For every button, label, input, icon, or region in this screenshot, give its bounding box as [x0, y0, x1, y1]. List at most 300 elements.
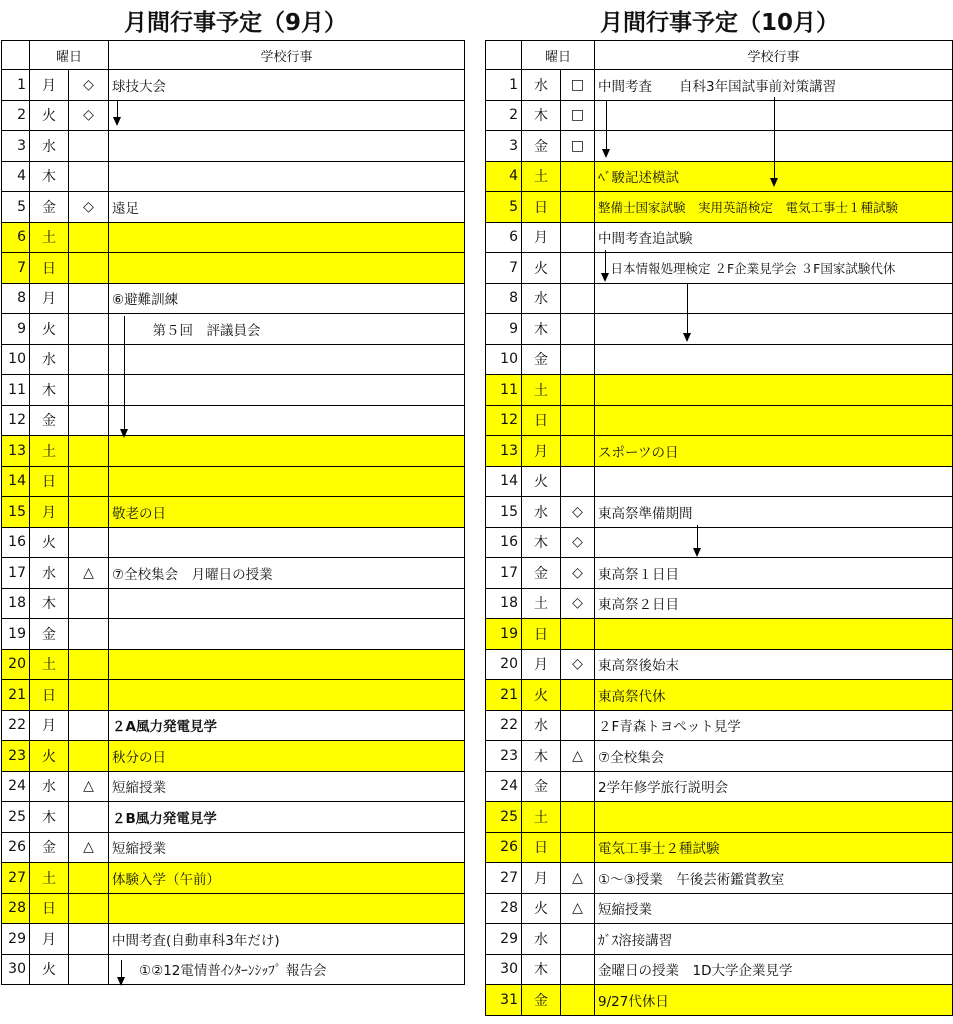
weekday: 木	[30, 802, 69, 833]
event-mark	[561, 802, 595, 833]
weekday: 木	[30, 375, 69, 406]
continuation-arrow	[606, 100, 607, 156]
table-row	[486, 527, 953, 558]
day-number: 30	[2, 954, 30, 985]
weekday: 金	[522, 131, 561, 162]
event-mark	[561, 710, 595, 741]
event-text	[109, 253, 465, 284]
weekday: 火	[522, 680, 561, 711]
weekday: 火	[30, 954, 69, 985]
day-number: 28	[2, 893, 30, 924]
event-mark	[561, 985, 595, 1016]
weekday: 日	[30, 253, 69, 284]
table-row	[2, 680, 465, 711]
table-row	[2, 100, 465, 131]
table-row	[2, 192, 465, 223]
event-mark	[69, 222, 109, 253]
day-number: 21	[2, 680, 30, 711]
day-number: 21	[486, 680, 522, 711]
day-number: 4	[486, 161, 522, 192]
event-text: 秋分の日	[109, 741, 465, 772]
day-number: 20	[486, 649, 522, 680]
event-text: 体験入学（午前）	[109, 863, 465, 894]
table-row	[486, 588, 953, 619]
table-row	[2, 832, 465, 863]
event-text	[109, 588, 465, 619]
day-number: 3	[2, 131, 30, 162]
event-text	[109, 619, 465, 650]
table-row	[2, 527, 465, 558]
day-number: 24	[486, 771, 522, 802]
event-text	[595, 405, 953, 436]
day-number: 1	[486, 70, 522, 101]
day-number: 17	[486, 558, 522, 589]
table-row	[486, 497, 953, 528]
weekday: 日	[522, 192, 561, 223]
event-text	[109, 344, 465, 375]
event-mark	[69, 131, 109, 162]
event-text	[109, 436, 465, 467]
event-mark: ◇	[69, 192, 109, 223]
event-mark: △	[561, 863, 595, 894]
day-number: 9	[486, 314, 522, 345]
weekday: 木	[522, 954, 561, 985]
table-row	[486, 314, 953, 345]
weekday: 水	[522, 283, 561, 314]
weekday: 木	[522, 741, 561, 772]
event-mark: ◇	[69, 100, 109, 131]
continuation-arrow	[117, 100, 118, 124]
event-text	[109, 131, 465, 162]
event-mark	[69, 954, 109, 985]
weekday: 日	[30, 893, 69, 924]
day-number: 17	[2, 558, 30, 589]
table-row	[2, 466, 465, 497]
day-number: 13	[486, 436, 522, 467]
event-text: 電気工事士２種試験	[595, 832, 953, 863]
event-text: ⑥避難訓練	[109, 283, 465, 314]
header-day	[486, 41, 522, 70]
october-title: 月間行事予定（10月）	[600, 10, 840, 36]
weekday: 月	[30, 70, 69, 101]
september-title: 月間行事予定（9月）	[124, 10, 348, 36]
event-text: 東高祭準備期間	[595, 497, 953, 528]
weekday: 月	[522, 649, 561, 680]
day-number: 8	[486, 283, 522, 314]
event-text: ⑦全校集会 月曜日の授業	[109, 558, 465, 589]
day-number: 14	[2, 466, 30, 497]
day-number: 16	[486, 527, 522, 558]
event-text: 中間考査追試験	[595, 222, 953, 253]
event-text	[595, 466, 953, 497]
table-header-row	[486, 41, 953, 70]
continuation-arrow	[605, 250, 606, 280]
event-mark: △	[561, 741, 595, 772]
event-mark	[69, 893, 109, 924]
event-mark: ◇	[561, 558, 595, 589]
event-text	[109, 161, 465, 192]
event-text	[595, 283, 953, 314]
event-text	[109, 893, 465, 924]
weekday: 月	[30, 283, 69, 314]
day-number: 26	[486, 832, 522, 863]
weekday: 日	[522, 405, 561, 436]
event-text	[595, 344, 953, 375]
event-mark	[561, 771, 595, 802]
event-mark	[561, 466, 595, 497]
table-row	[2, 222, 465, 253]
event-mark	[69, 283, 109, 314]
weekday: 金	[522, 344, 561, 375]
table-row	[2, 283, 465, 314]
table-row	[2, 710, 465, 741]
weekday: 木	[522, 314, 561, 345]
event-mark	[69, 375, 109, 406]
table-row	[2, 436, 465, 467]
weekday: 月	[30, 710, 69, 741]
weekday: 土	[30, 222, 69, 253]
table-row	[486, 161, 953, 192]
event-mark	[561, 619, 595, 650]
october-schedule-table	[485, 40, 953, 1016]
table-row	[2, 558, 465, 589]
event-text	[109, 405, 465, 436]
event-text: 第５回 評議員会	[109, 314, 465, 345]
weekday: 火	[522, 893, 561, 924]
table-row	[486, 832, 953, 863]
weekday: 月	[522, 436, 561, 467]
event-mark	[561, 436, 595, 467]
day-number: 28	[486, 893, 522, 924]
table-row	[486, 70, 953, 101]
weekday: 土	[30, 649, 69, 680]
header-weekday: 曜日	[522, 41, 595, 70]
table-row	[486, 466, 953, 497]
event-mark: ◇	[69, 70, 109, 101]
day-number: 20	[2, 649, 30, 680]
day-number: 7	[486, 253, 522, 284]
event-mark: △	[561, 893, 595, 924]
day-number: 6	[486, 222, 522, 253]
table-row	[2, 131, 465, 162]
day-number: 13	[2, 436, 30, 467]
day-number: 27	[2, 863, 30, 894]
event-mark	[69, 344, 109, 375]
september-schedule-table	[1, 40, 465, 985]
event-text: 東高祭代休	[595, 680, 953, 711]
event-text: ⑦全校集会	[595, 741, 953, 772]
day-number: 10	[486, 344, 522, 375]
weekday: 水	[522, 924, 561, 955]
table-row	[486, 985, 953, 1016]
event-mark	[69, 619, 109, 650]
event-mark	[69, 802, 109, 833]
table-row	[2, 924, 465, 955]
event-mark	[69, 497, 109, 528]
event-mark: □	[561, 131, 595, 162]
event-text: 球技大会	[109, 70, 465, 101]
weekday: 土	[522, 161, 561, 192]
day-number: 30	[486, 954, 522, 985]
weekday: 水	[522, 710, 561, 741]
event-mark	[561, 314, 595, 345]
table-row	[486, 924, 953, 955]
event-text: 金曜日の授業 1D大学企業見学	[595, 954, 953, 985]
table-row	[486, 253, 953, 284]
table-row	[2, 863, 465, 894]
day-number: 18	[2, 588, 30, 619]
event-mark: △	[69, 771, 109, 802]
table-row	[486, 100, 953, 131]
event-mark	[561, 253, 595, 284]
event-text: ﾍﾞ駿記述模試	[595, 161, 953, 192]
event-text: 敬老の日	[109, 497, 465, 528]
event-mark: ◇	[561, 527, 595, 558]
table-row	[2, 893, 465, 924]
table-header-row	[2, 41, 465, 70]
table-row	[2, 375, 465, 406]
event-mark	[561, 924, 595, 955]
table-row	[486, 192, 953, 223]
table-row	[2, 314, 465, 345]
event-text	[595, 802, 953, 833]
weekday: 水	[30, 771, 69, 802]
event-text: 短縮授業	[109, 771, 465, 802]
event-text: ｶﾞｽ溶接講習	[595, 924, 953, 955]
table-row	[2, 405, 465, 436]
table-row	[486, 954, 953, 985]
event-text: 東高祭後始末	[595, 649, 953, 680]
table-row	[486, 344, 953, 375]
day-number: 29	[486, 924, 522, 955]
event-text: 東高祭１日目	[595, 558, 953, 589]
continuation-arrow	[697, 525, 698, 555]
event-mark	[69, 863, 109, 894]
day-number: 6	[2, 222, 30, 253]
weekday: 月	[522, 863, 561, 894]
event-mark	[561, 222, 595, 253]
weekday: 金	[30, 192, 69, 223]
day-number: 12	[2, 405, 30, 436]
day-number: 3	[486, 131, 522, 162]
weekday: 金	[522, 771, 561, 802]
table-row	[486, 375, 953, 406]
event-text	[595, 619, 953, 650]
day-number: 23	[2, 741, 30, 772]
event-mark: □	[561, 70, 595, 101]
event-text: 2学年修学旅行説明会	[595, 771, 953, 802]
table-row	[2, 253, 465, 284]
table-row	[2, 649, 465, 680]
event-mark	[561, 954, 595, 985]
table-row	[2, 344, 465, 375]
table-row	[486, 680, 953, 711]
weekday: 木	[30, 161, 69, 192]
table-row	[2, 588, 465, 619]
event-mark	[69, 710, 109, 741]
event-text: 短縮授業	[109, 832, 465, 863]
table-row	[486, 771, 953, 802]
weekday: 日	[522, 832, 561, 863]
day-number: 9	[2, 314, 30, 345]
event-mark	[561, 405, 595, 436]
header-day	[2, 41, 30, 70]
day-number: 15	[486, 497, 522, 528]
table-row	[486, 649, 953, 680]
day-number: 26	[2, 832, 30, 863]
header-events: 学校行事	[595, 41, 953, 70]
weekday: 日	[522, 619, 561, 650]
event-mark	[561, 161, 595, 192]
header-weekday: 曜日	[30, 41, 109, 70]
table-row	[2, 70, 465, 101]
weekday: 木	[522, 527, 561, 558]
event-mark: ◇	[561, 649, 595, 680]
day-number: 29	[2, 924, 30, 955]
day-number: 22	[2, 710, 30, 741]
weekday: 土	[522, 588, 561, 619]
event-text	[109, 375, 465, 406]
event-mark	[69, 680, 109, 711]
day-number: 7	[2, 253, 30, 284]
weekday: 土	[30, 863, 69, 894]
event-text: 東高祭２日目	[595, 588, 953, 619]
day-number: 15	[2, 497, 30, 528]
day-number: 23	[486, 741, 522, 772]
day-number: 2	[486, 100, 522, 131]
day-number: 19	[2, 619, 30, 650]
weekday: 水	[522, 70, 561, 101]
weekday: 木	[30, 588, 69, 619]
event-text: ①～③授業 午後芸術鑑賞教室	[595, 863, 953, 894]
weekday: 日	[30, 680, 69, 711]
day-number: 31	[486, 985, 522, 1016]
day-number: 14	[486, 466, 522, 497]
weekday: 金	[30, 619, 69, 650]
event-mark: ◇	[561, 588, 595, 619]
day-number: 11	[486, 375, 522, 406]
event-mark	[561, 192, 595, 223]
table-row	[486, 131, 953, 162]
event-mark: △	[69, 558, 109, 589]
day-number: 25	[486, 802, 522, 833]
day-number: 24	[2, 771, 30, 802]
day-number: 5	[2, 192, 30, 223]
event-text	[595, 527, 953, 558]
event-text	[109, 222, 465, 253]
event-text: スポーツの日	[595, 436, 953, 467]
table-row	[2, 741, 465, 772]
day-number: 19	[486, 619, 522, 650]
day-number: 22	[486, 710, 522, 741]
weekday: 水	[522, 497, 561, 528]
day-number: 12	[486, 405, 522, 436]
day-number: 18	[486, 588, 522, 619]
event-text: 短縮授業	[595, 893, 953, 924]
event-text: ２F青森トヨペット見学	[595, 710, 953, 741]
day-number: 1	[2, 70, 30, 101]
table-row	[2, 802, 465, 833]
event-text: 9/27代休日	[595, 985, 953, 1016]
table-row	[486, 741, 953, 772]
header-events: 学校行事	[109, 41, 465, 70]
table-row	[2, 497, 465, 528]
event-text	[109, 100, 465, 131]
table-row	[2, 161, 465, 192]
table-row	[2, 619, 465, 650]
event-mark	[69, 588, 109, 619]
weekday: 月	[522, 222, 561, 253]
day-number: 27	[486, 863, 522, 894]
weekday: 火	[522, 253, 561, 284]
weekday: 火	[522, 466, 561, 497]
table-row	[486, 283, 953, 314]
event-text	[109, 527, 465, 558]
weekday: 火	[30, 527, 69, 558]
table-row	[486, 222, 953, 253]
event-mark	[69, 436, 109, 467]
weekday: 月	[30, 924, 69, 955]
day-number: 11	[2, 375, 30, 406]
day-number: 2	[2, 100, 30, 131]
event-text	[595, 314, 953, 345]
weekday: 金	[30, 405, 69, 436]
event-text: 遠足	[109, 192, 465, 223]
weekday: 火	[30, 741, 69, 772]
table-row	[486, 558, 953, 589]
event-text: 整備士国家試験 実用英語検定 電気工事士１種試験	[595, 192, 953, 223]
table-row	[486, 893, 953, 924]
weekday: 土	[522, 375, 561, 406]
event-text	[109, 649, 465, 680]
event-text: 日本情報処理検定 ２F企業見学会 ３F国家試験代休	[595, 253, 953, 284]
weekday: 水	[30, 131, 69, 162]
continuation-arrow	[687, 283, 688, 340]
weekday: 日	[30, 466, 69, 497]
weekday: 土	[522, 802, 561, 833]
continuation-arrow	[121, 960, 122, 984]
weekday: 土	[30, 436, 69, 467]
weekday: 金	[522, 985, 561, 1016]
event-mark	[69, 466, 109, 497]
event-mark	[69, 253, 109, 284]
event-text: ２A風力発電見学	[109, 710, 465, 741]
event-mark	[561, 344, 595, 375]
event-text	[109, 680, 465, 711]
table-row	[486, 710, 953, 741]
event-text: ２B風力発電見学	[109, 802, 465, 833]
table-row	[486, 802, 953, 833]
event-mark: △	[69, 832, 109, 863]
event-text: 中間考査(自動車科3年だけ)	[109, 924, 465, 955]
weekday: 金	[522, 558, 561, 589]
weekday: 火	[30, 100, 69, 131]
event-mark	[69, 741, 109, 772]
event-mark	[69, 405, 109, 436]
event-mark	[69, 314, 109, 345]
event-mark	[561, 680, 595, 711]
event-mark: □	[561, 100, 595, 131]
weekday: 木	[522, 100, 561, 131]
table-row	[486, 619, 953, 650]
event-mark: ◇	[561, 497, 595, 528]
table-row	[2, 954, 465, 985]
table-row	[2, 771, 465, 802]
weekday: 火	[30, 314, 69, 345]
event-mark	[561, 832, 595, 863]
weekday: 水	[30, 558, 69, 589]
event-mark	[69, 161, 109, 192]
